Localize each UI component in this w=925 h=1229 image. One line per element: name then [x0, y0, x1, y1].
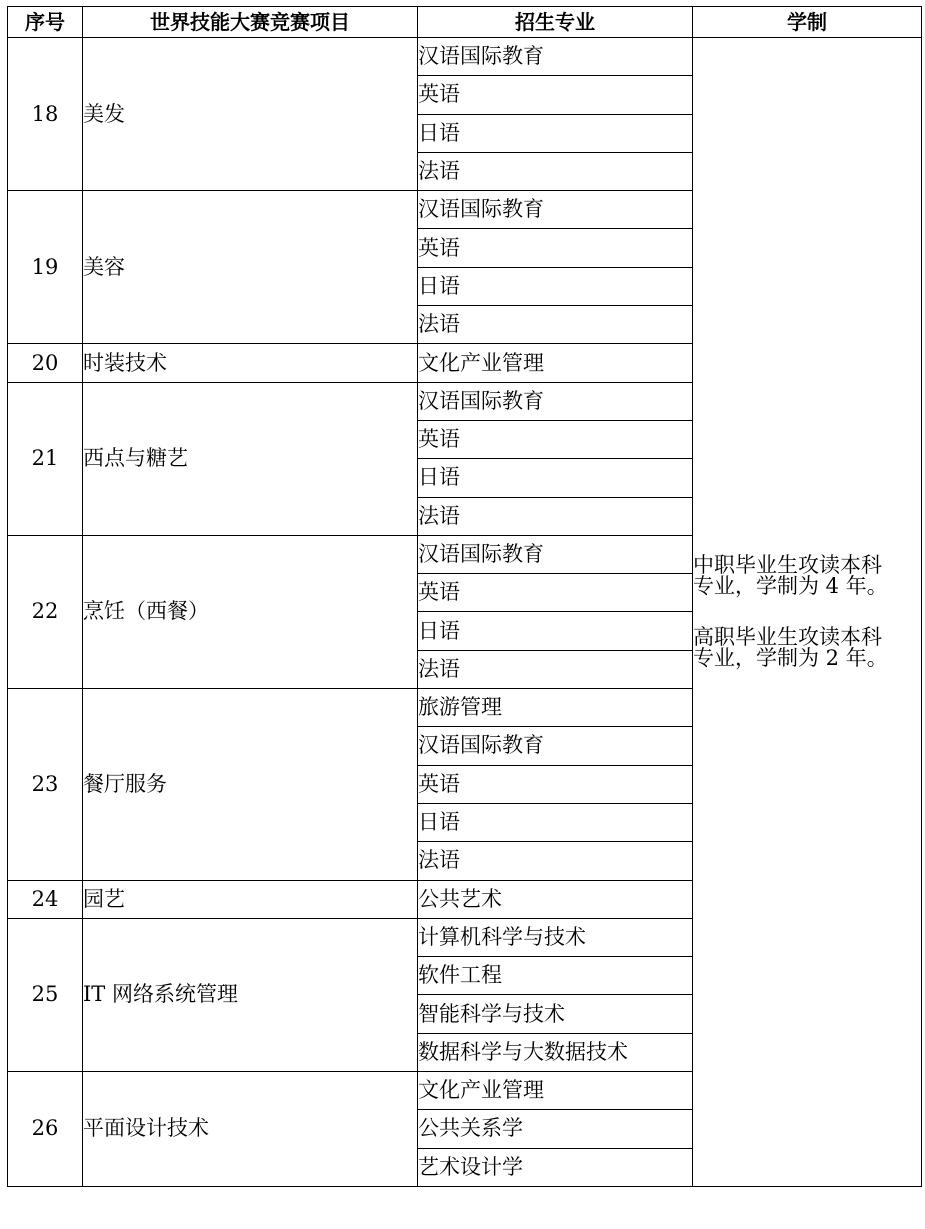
- enrollment-major: 法语: [418, 152, 693, 190]
- enrollment-major: 汉语国际教育: [418, 382, 693, 420]
- table-row: [8, 38, 922, 76]
- header-duration: 学制: [693, 7, 922, 38]
- enrollment-major: 法语: [418, 842, 693, 880]
- duration-text: 专业，学制为 2 年。: [693, 645, 888, 670]
- enrollment-major: 汉语国际教育: [418, 535, 693, 573]
- enrollment-major: 英语: [418, 765, 693, 803]
- competition-project: 西点与糖艺: [83, 382, 418, 535]
- competition-project: IT 网络系统管理: [83, 918, 418, 1071]
- paragraph-gap: [693, 597, 921, 627]
- duration-text: 高职毕业生攻读本科: [693, 624, 882, 649]
- duration-text: 中职毕业生攻读本科: [693, 552, 882, 577]
- row-number: 20: [8, 344, 83, 382]
- enrollment-major: 文化产业管理: [418, 1072, 693, 1110]
- enrollment-major: 公共关系学: [418, 1110, 693, 1148]
- row-number: 23: [8, 689, 83, 880]
- enrollment-major: 英语: [418, 229, 693, 267]
- row-number: 21: [8, 382, 83, 535]
- enrollment-major: 计算机科学与技术: [418, 918, 693, 956]
- enrollment-major: 文化产业管理: [418, 344, 693, 382]
- enrollment-major: 旅游管理: [418, 689, 693, 727]
- competition-project: 美发: [83, 38, 418, 191]
- enrollment-major: 软件工程: [418, 957, 693, 995]
- enrollment-major: 日语: [418, 612, 693, 650]
- header-project: 世界技能大赛竞赛项目: [83, 7, 418, 38]
- enrollment-major: 日语: [418, 267, 693, 305]
- row-number: 24: [8, 880, 83, 918]
- enrollment-major: 汉语国际教育: [418, 727, 693, 765]
- enrollment-major: 汉语国际教育: [418, 191, 693, 229]
- duration-cell: [693, 38, 922, 1187]
- table-body: [8, 38, 922, 1187]
- enrollment-major: 艺术设计学: [418, 1148, 693, 1186]
- row-number: 19: [8, 191, 83, 344]
- enrollment-major: 英语: [418, 574, 693, 612]
- enrollment-major: 汉语国际教育: [418, 38, 693, 76]
- competition-project: 烹饪（西餐）: [83, 535, 418, 688]
- enrollment-major: 日语: [418, 803, 693, 841]
- competition-project: 时装技术: [83, 344, 418, 382]
- header-row: [8, 7, 922, 38]
- competition-project: 平面设计技术: [83, 1072, 418, 1187]
- enrollment-major: 法语: [418, 650, 693, 688]
- row-number: 25: [8, 918, 83, 1071]
- competition-project: 餐厅服务: [83, 689, 418, 880]
- duration-text: 专业，学制为 4 年。: [693, 573, 888, 598]
- enrollment-major: 法语: [418, 306, 693, 344]
- enrollment-major: 公共艺术: [418, 880, 693, 918]
- enrollment-major: 日语: [418, 459, 693, 497]
- enrollment-major: 英语: [418, 420, 693, 458]
- enrollment-major: 英语: [418, 76, 693, 114]
- row-number: 26: [8, 1072, 83, 1187]
- enrollment-table: [7, 6, 922, 1187]
- row-number: 18: [8, 38, 83, 191]
- row-number: 22: [8, 535, 83, 688]
- enrollment-major: 法语: [418, 497, 693, 535]
- header-major: 招生专业: [418, 7, 693, 38]
- competition-project: 园艺: [83, 880, 418, 918]
- enrollment-major: 数据科学与大数据技术: [418, 1033, 693, 1071]
- enrollment-major: 日语: [418, 114, 693, 152]
- header-num: 序号: [8, 7, 83, 38]
- competition-project: 美容: [83, 191, 418, 344]
- enrollment-major: 智能科学与技术: [418, 995, 693, 1033]
